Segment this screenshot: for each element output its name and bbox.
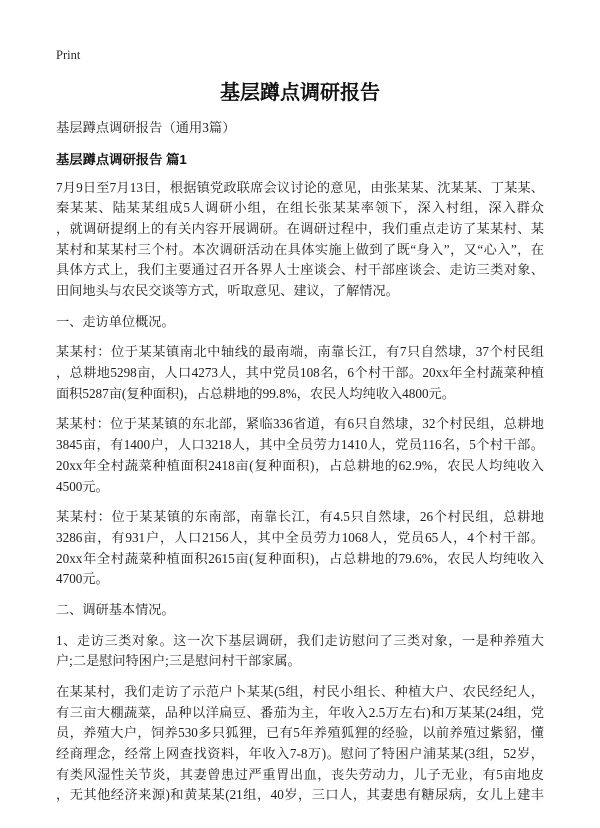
paragraph-line: ，无其他经济来源)和黄某某(21组，40岁，三口人，其妻患有糖尿病，女儿上建丰 xyxy=(56,787,544,803)
paragraph-line: 户;二是慰问特困户;三是慰问村干部家属。 xyxy=(56,653,301,669)
paragraph xyxy=(56,414,544,497)
document-title: 基层蹲点调研报告 xyxy=(220,82,380,104)
paragraph-line: 有类风湿性关节炎，其妻曾患过严重胃出血，丧失劳动力，儿子无业，有5亩地皮 xyxy=(56,766,544,782)
paragraph-line: 经商理念，经常上网查找资料，年收入7-8万)。慰问了特困户浦某某(3组，52岁， xyxy=(56,746,544,762)
paragraph-line: 1、走访三类对象。这一次下基层调研，我们走访慰问了三类对象，一是种养殖大 xyxy=(56,632,544,648)
paragraph xyxy=(56,682,544,806)
paragraph-line: ，总耕地5298亩，人口4273人，其中党员108名，6个村干部。20xx年全村蔬菜种植 xyxy=(56,365,544,381)
paragraph-line: 3845亩，有1400户，人口3218人，其中全员劳力1410人，党员116名，5个村干部。 xyxy=(56,437,544,453)
paragraph-line: 有三亩大棚蔬菜，品种以洋扁豆、番茄为主，年收入2.5万左右)和万某某(24组，党 xyxy=(56,704,544,720)
section-heading-text: 一、走访单位概况。 xyxy=(56,313,175,329)
paragraph-line: 4500元。 xyxy=(56,478,109,494)
paragraph-line: 某村和某某村三个村。本次调研活动在具体实施上做到了既“身入”，又“心入”，在 xyxy=(56,241,544,257)
section-heading-text: 二、调研基本情况。 xyxy=(56,601,175,617)
paragraph xyxy=(56,178,544,302)
paragraph-line: 具体方式上，我们主要通过召开各界人士座谈会、村干部座谈会、走访三类对象、 xyxy=(56,262,544,278)
paragraph-line: 某某村：位于某某镇南北中轴线的最南端，南靠长江，有7只自然埭，37个村民组 xyxy=(56,344,544,360)
paragraph-line: 3286亩，有931户，人口2156人，其中全员劳力1068人，党员65人，4个村干部。 xyxy=(56,529,544,545)
paragraph-line: 某某村：位于某某镇的东南部，南靠长江，有4.5只自然埭，26个村民组，总耕地 xyxy=(56,509,544,525)
paragraph-line: 7月9日至7月13日，根据镇党政联席会议讨论的意见，由张某某、沈某某、丁某某、 xyxy=(56,179,544,195)
print-link[interactable]: Print xyxy=(56,48,81,62)
paragraph-line: 田间地头与农民交谈等方式，听取意见、建议，了解情况。 xyxy=(56,283,399,299)
document-body xyxy=(56,178,544,807)
paragraph xyxy=(56,342,544,404)
section-heading xyxy=(56,600,544,621)
paragraph-line: 20xx年全村蔬菜种植面积2418亩(复种面积)，占总耕地的62.9%，农民人均纯收入 xyxy=(56,457,544,473)
paragraph-line: ，就调研提纲上的有关内容开展调研。在调研过程中，我们重点走访了某某村、某 xyxy=(56,220,544,236)
paragraph-line: 某某村：位于某某镇的东北部，紧临336省道，有6只自然埭，32个村民组，总耕地 xyxy=(56,416,544,432)
paragraph-line: 20xx年全村蔬菜种植面积2615亩(复种面积)，占总耕地的79.6%，农民人均纯收入 xyxy=(56,550,544,566)
paragraph xyxy=(56,507,544,590)
article-heading: 基层蹲点调研报告 篇1 xyxy=(56,151,187,167)
paragraph-line: 面积5287亩(复种面积)，占总耕地的99.8%，农民人均纯收入4800元。 xyxy=(56,385,455,401)
document-subtitle: 基层蹲点调研报告（通用3篇） xyxy=(56,119,236,135)
paragraph-line: 秦某某、陆某某组成5人调研小组，在组长张某某率领下，深入村组，深入群众 xyxy=(56,200,544,216)
paragraph-line: 在某某村，我们走访了示范户卜某某(5组，村民小组长、种植大户、农民经纪人， xyxy=(56,684,544,700)
paragraph-line: 员，养殖大户，饲养530多只狐狸，已有5年养殖狐狸的经验，以前养殖过紫貂，懂 xyxy=(56,725,544,741)
paragraph xyxy=(56,631,544,672)
paragraph-line: 4700元。 xyxy=(56,571,109,587)
section-heading xyxy=(56,312,544,333)
